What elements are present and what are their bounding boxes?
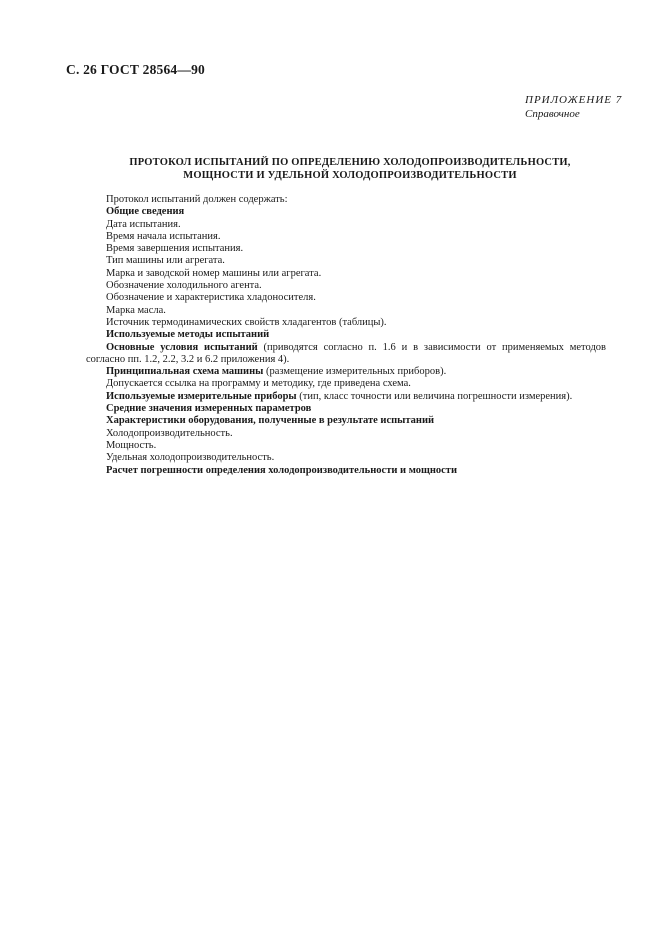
characteristics-item: Холодопроизводительность. — [106, 427, 233, 439]
conditions-heading: Основные условия испытаний — [106, 341, 258, 353]
general-item: Дата испытания. — [106, 218, 181, 230]
page-header: С. 26 ГОСТ 28564—90 — [66, 62, 205, 77]
general-item: Обозначение холодильного агента. — [106, 280, 262, 292]
averages-heading: Средние значения измеренных параметров — [106, 403, 312, 415]
conditions-paragraph — [86, 342, 606, 367]
general-item: Время завершения испытания. — [106, 243, 244, 255]
general-item: Марка масла. — [106, 304, 166, 316]
general-item: Марка и заводской номер машины или агрегата. — [106, 267, 322, 279]
instruments-paragraph — [86, 391, 606, 403]
scheme-text: (размещение измерительных приборов). — [263, 366, 447, 378]
title-line-1: ПРОТОКОЛ ИСПЫТАНИЙ ПО ОПРЕДЕЛЕНИЮ ХОЛОДОПРОИЗВОДИТЕЛЬНОСТИ, — [129, 157, 571, 168]
document-title — [66, 156, 634, 182]
general-item: Обозначение и характеристика хладоносителя. — [106, 292, 316, 304]
appendix-name: ПРИЛОЖЕНИЕ 7 — [525, 94, 623, 106]
appendix-label — [525, 93, 622, 121]
scheme-heading: Принципиальная схема машины — [106, 366, 264, 378]
conditions-text: (приводятся согласно п. 1.6 и в зависимости от применяемых методов согласно пп. 1.2, 2.2, 3.2 и 6.2 приложения 4). — [86, 341, 606, 365]
instruments-text: (тип, класс точности или величина погрешности измерения). — [296, 390, 573, 402]
characteristics-heading: Характеристики оборудования, полученные в результате испытаний — [106, 415, 435, 427]
general-item: Тип машины или агрегата. — [106, 255, 225, 267]
intro-line: Протокол испытаний должен содержать: — [106, 194, 288, 205]
appendix-type: Справочное — [525, 108, 580, 120]
scheme-paragraph — [86, 366, 606, 378]
title-line-2: МОЩНОСТИ И УДЕЛЬНОЙ ХОЛОДОПРОИЗВОДИТЕЛЬНОСТИ — [183, 170, 517, 181]
error-heading: Расчет погрешности определения холодопроизводительности и мощности — [106, 464, 457, 476]
characteristics-item: Удельная холодопроизводительность. — [106, 452, 275, 464]
general-item: Время начала испытания. — [106, 230, 221, 242]
scheme-note: Допускается ссылка на программу и методику, где приведена схема. — [106, 378, 411, 390]
protocol-body — [86, 194, 606, 477]
instruments-heading: Используемые измерительные приборы — [106, 390, 297, 402]
methods-heading: Используемые методы испытаний — [106, 329, 270, 341]
general-item: Источник термодинамических свойств хладагентов (таблицы). — [106, 316, 387, 328]
characteristics-item: Мощность. — [106, 439, 157, 451]
general-heading: Общие сведения — [106, 206, 185, 218]
